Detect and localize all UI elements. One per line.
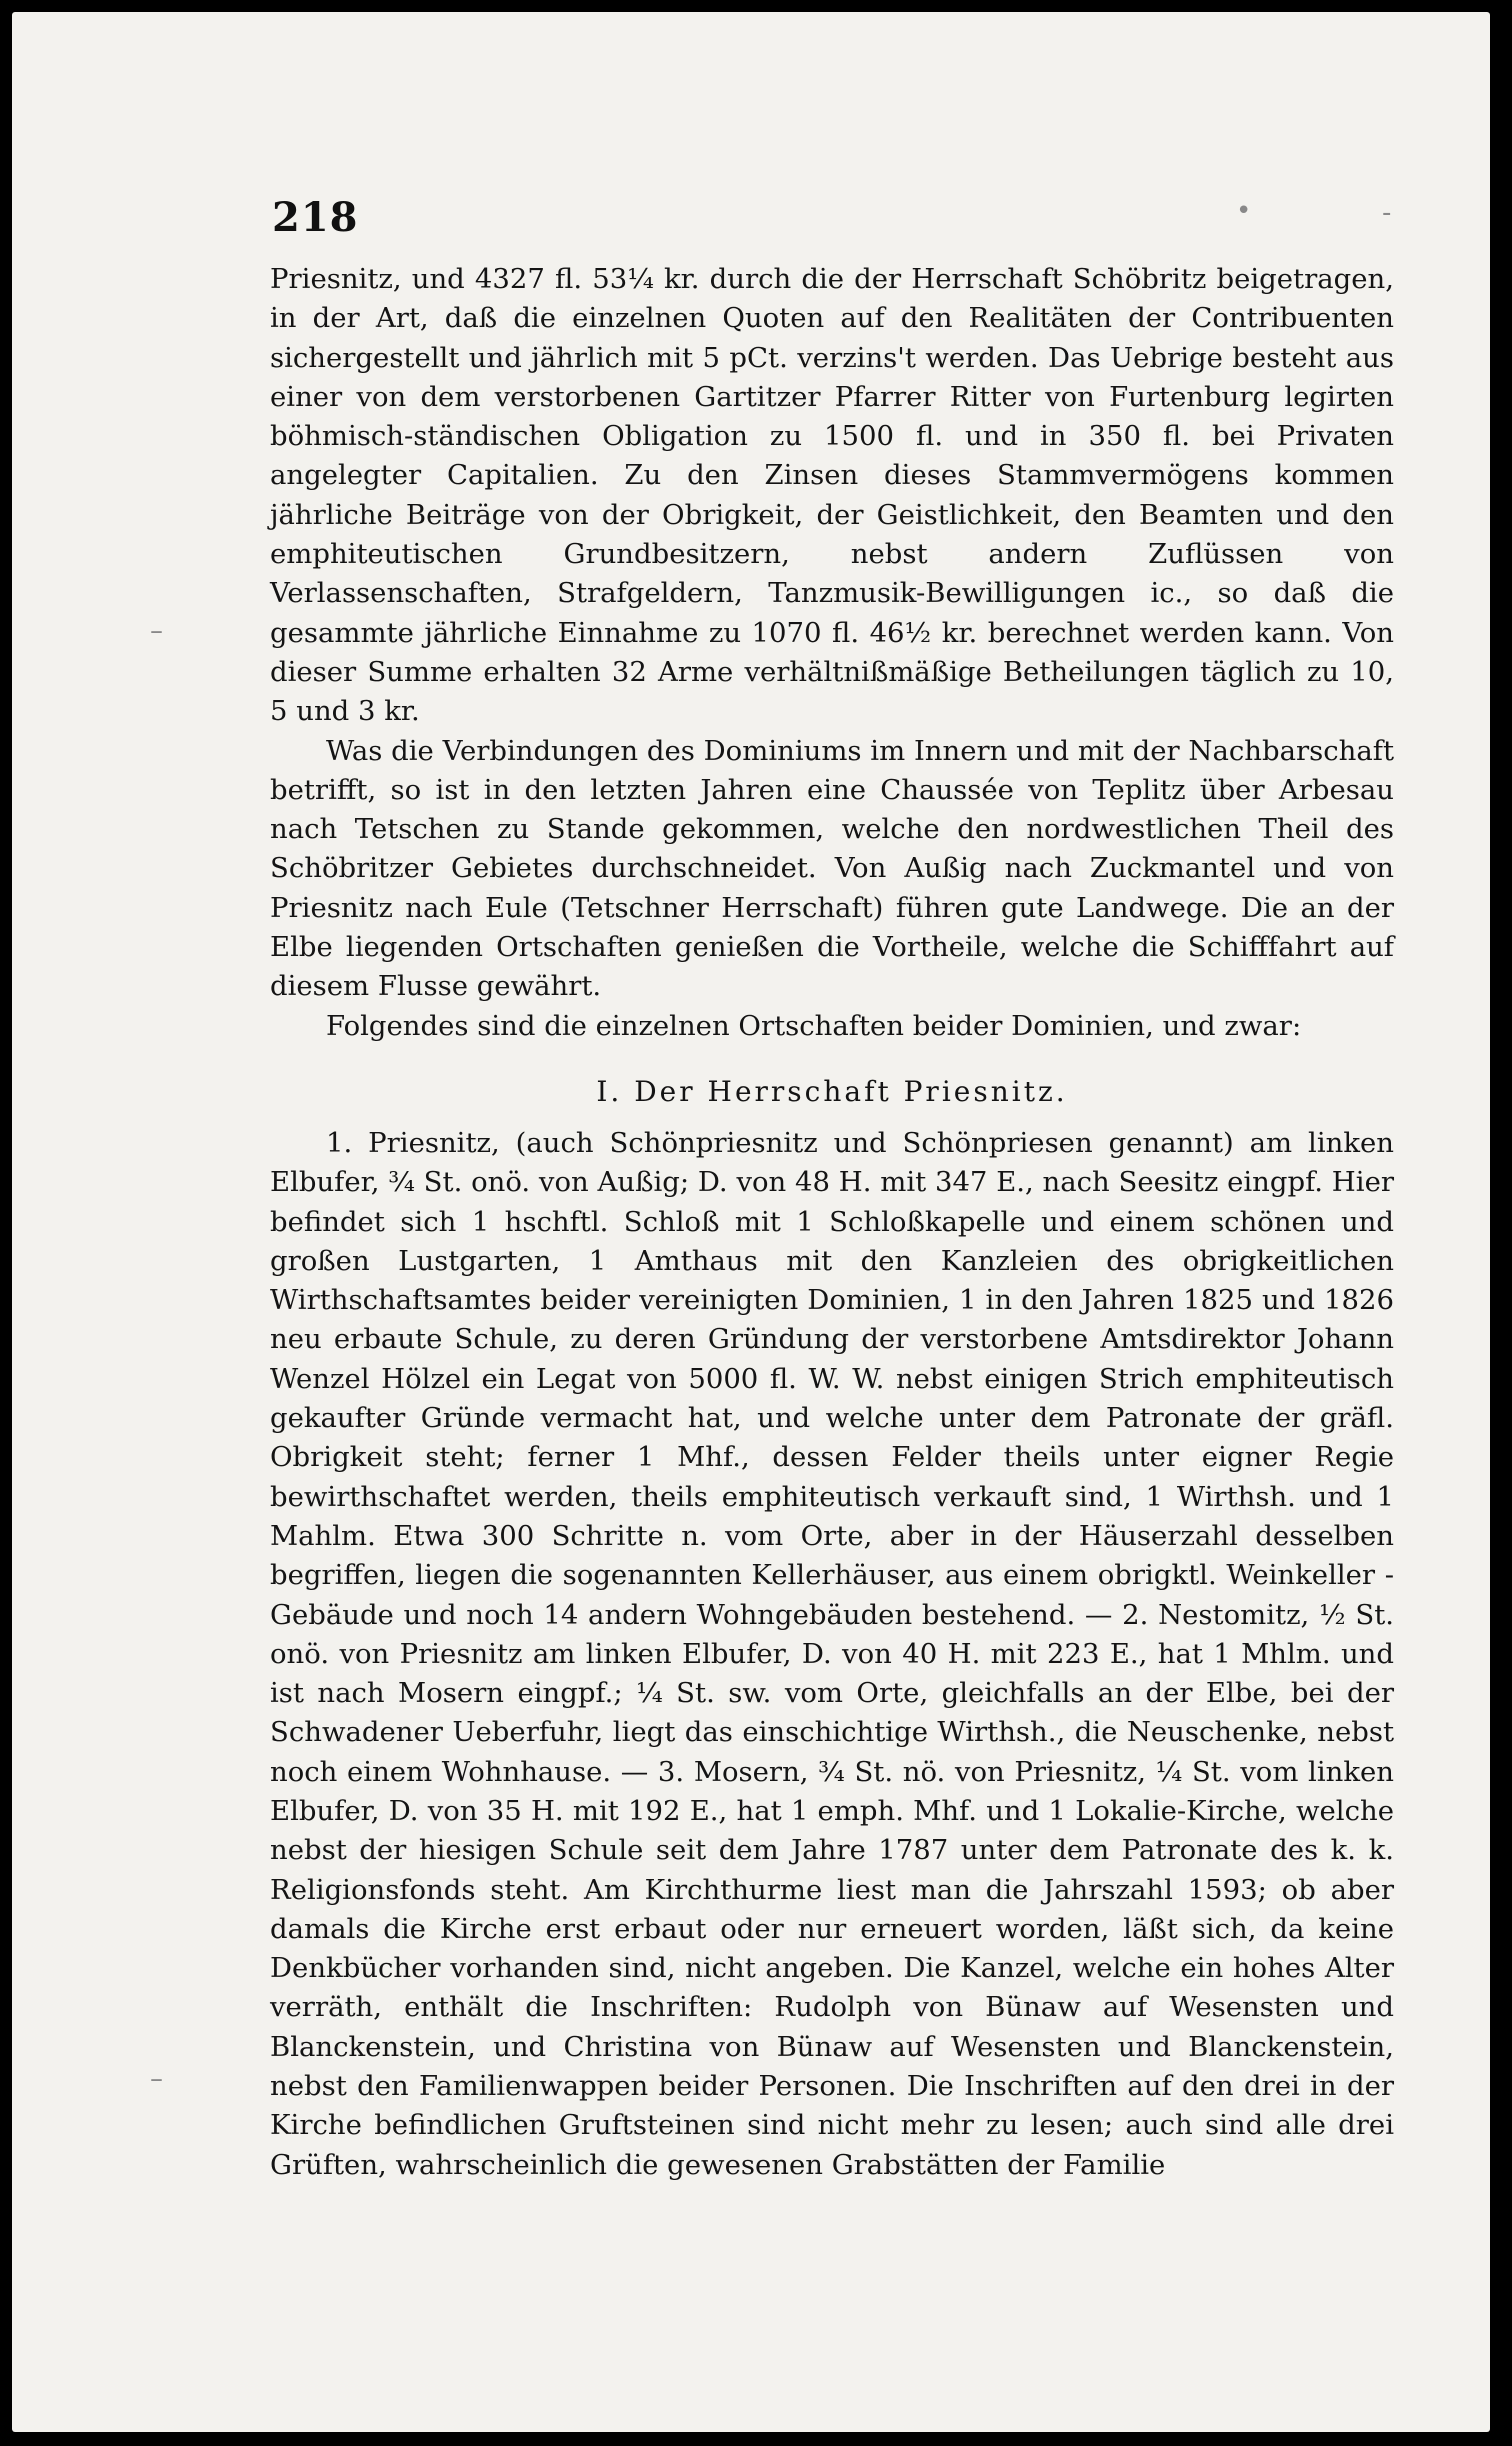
body-text: [270, 260, 1394, 2185]
margin-dash-left-lower: –: [150, 2064, 163, 2094]
paragraph-4: 1. Priesnitz, (auch Schönpriesnitz und Schönpriesen genannt) am linken Elbufer, ¾ St. onö. von Außig; D. von 48 H. mit 347 E., nach Seesitz eingpf. Hier befindet sich 1 hschftl. Schloß mit 1 Schloßkapelle und einem schönen und großen Lustgarten, 1 Amthaus mit den Kanzleien des obrigkeitlichen Wirthschaftsamtes beider vereinigten Dominien, 1 in den Jahren 1825 und 1826 neu erbaute Schule, zu deren Gründung der verstorbene Amtsdirektor Johann Wenzel Hölzel ein Legat von 5000 fl. W. W. nebst einigen Strich emphiteutisch gekaufter Gründe vermacht hat, und welche unter dem Patronate der gräfl. Obrigkeit steht; ferner 1 Mhf., dessen Felder theils unter eigner Regie bewirthschaftet werden, theils emphiteutisch verkauft sind, 1 Wirthsh. und 1 Mahlm. Etwa 300 Schritte n. vom Orte, aber in der Häuserzahl desselben begriffen, liegen die sogenannten Kellerhäuser, aus einem obrigktl. Weinkeller - Gebäude und noch 14 andern Wohngebäuden bestehend. — 2. Nestomitz, ½ St. onö. von Priesnitz am linken Elbufer, D. von 40 H. mit 223 E., hat 1 Mhlm. und ist nach Mosern eingpf.; ¼ St. sw. vom Orte, gleichfalls an der Elbe, bei der Schwadener Ueberfuhr, liegt das einschichtige Wirthsh., die Neuschenke, nebst noch einem Wohnhause. — 3. Mosern, ¾ St. nö. von Priesnitz, ¼ St. vom linken Elbufer, D. von 35 H. mit 192 E., hat 1 emph. Mhf. und 1 Lokalie-Kirche, welche nebst der hiesigen Schule seit dem Jahre 1787 unter dem Patronate des k. k. Religionsfonds steht. Am Kirchthurme liest man die Jahrszahl 1593; ob aber damals die Kirche erst erbaut oder nur erneuert worden, läßt sich, da keine Denkbücher vorhanden sind, nicht angeben. Die Kanzel, welche ein hohes Alter verräth, enthält die Inschriften: Rudolph von Bünaw auf Wesensten und Blanckenstein, und Christina von Bünaw auf Wesensten und Blanckenstein, nebst den Familienwappen beider Personen. Die Inschriften auf den drei in der Kirche befindlichen Gruftsteinen sind nicht mehr zu lesen; auch sind alle drei Grüften, wahrscheinlich die gewesenen Grabstätten der Familie: [270, 1126, 1394, 2181]
page-number: 218: [272, 194, 359, 241]
paragraph-3: Folgendes sind die einzelnen Ortschaften beider Dominien, und zwar:: [326, 1009, 1302, 1042]
margin-dash: -: [1382, 198, 1392, 228]
section-heading: I. Der Herrschaft Priesnitz.: [596, 1074, 1068, 1108]
paragraph-1: Priesnitz, und 4327 fl. 53¼ kr. durch die der Herrschaft Schöbritz beigetragen, in der Art, daß die einzelnen Quoten auf den Realitäten der Contribuenten sichergestellt und jährlich mit 5 pCt. verzins't werden. Das Uebrige besteht aus einer von dem verstorbenen Gartitzer Pfarrer Ritter von Furtenburg legirten böhmisch-ständischen Obligation zu 1500 fl. und in 350 fl. bei Privaten angelegter Capitalien. Zu den Zinsen dieses Stammvermögens kommen jährliche Beiträge von der Obrigkeit, der Geistlichkeit, den Beamten und den emphiteutischen Grundbesitzern, nebst andern Zuflüssen von Verlassenschaften, Strafgeldern, Tanzmusik-Bewilligungen ic., so daß die gesammte jährliche Einnahme zu 1070 fl. 46½ kr. berechnet werden kann. Von dieser Summe erhalten 32 Arme verhältnißmäßige Betheilungen täglich zu 10, 5 und 3 kr.: [270, 263, 1394, 728]
document-page: [12, 12, 1490, 2432]
paragraph-2: Was die Verbindungen des Dominiums im Innern und mit der Nachbarschaft betrifft, so ist in den letzten Jahren eine Chaussée von Teplitz über Arbesau nach Tetschen zu Stande gekommen, welche den nordwestlichen Theil des Schöbritzer Gebietes durchschneidet. Von Außig nach Zuckmantel und von Priesnitz nach Eule (Tetschner Herrschaft) führen gute Landwege. Die an der Elbe liegenden Ortschaften genießen die Vortheile, welche die Schifffahrt auf diesem Flusse gewährt.: [270, 734, 1394, 1003]
margin-dash-left: –: [150, 616, 163, 646]
margin-dot: •: [1236, 196, 1252, 226]
